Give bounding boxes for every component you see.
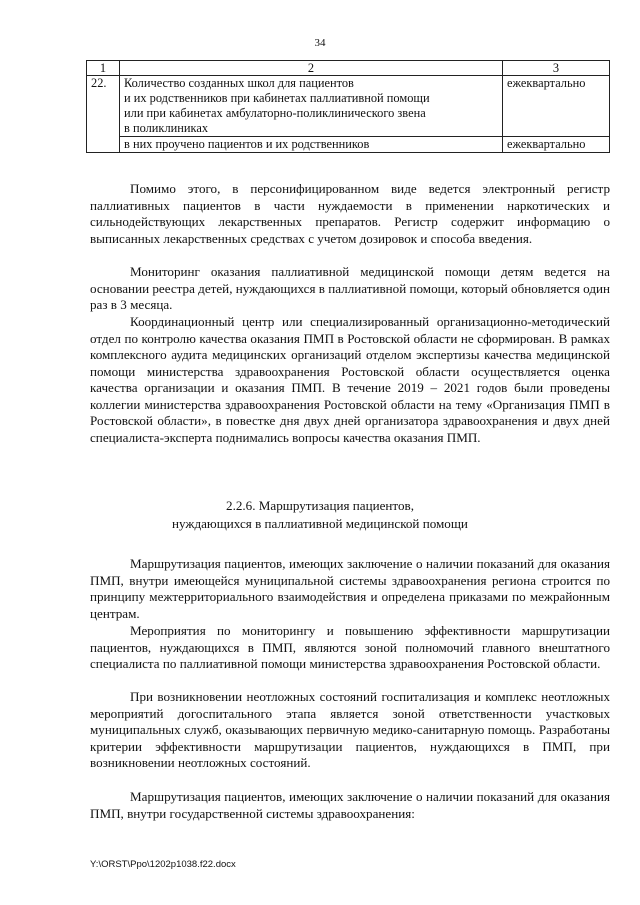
table-row <box>87 76 610 137</box>
table-header-row <box>87 61 610 76</box>
table-row <box>87 137 610 153</box>
paragraph: При возникновении неотложных состояний госпитализация и комплекс неотложных мероприятий догоспитального этапа является зоной ответственности участковых муниципальных служб, оказывающих первичную медико-санитарную помощь. Разработаны критерии эффективности маршрутизации пациентов, нуждающихся в ПМП, при возникновении неотложных состояний. <box>90 689 610 770</box>
paragraph: Маршрутизация пациентов, имеющих заключение о наличии показаний для оказания ПМП, внутри государственной системы здравоохранения: <box>90 789 610 821</box>
period-cell: ежеквартально <box>503 137 610 153</box>
indicator-line: и их родственников при кабинетах паллиативной помощи <box>124 91 430 105</box>
table-header-cell: 3 <box>503 61 610 76</box>
table-header-cell: 1 <box>87 61 120 76</box>
indicator-line: Количество созданных школ для пациентов <box>124 76 354 90</box>
indicator-cell <box>120 137 503 153</box>
indicator-line: в них проучено пациентов и их родственников <box>124 137 370 151</box>
indicator-table <box>86 60 610 153</box>
row-number-cell: 22. <box>87 76 120 153</box>
table-header-cell: 2 <box>120 61 503 76</box>
page-number: 34 <box>314 37 326 49</box>
indicator-cell <box>120 76 503 137</box>
paragraph: Координационный центр или специализированный организационно-методический отдел по контролю качества оказания ПМП в Ростовской области не сформирован. В рамках комплексного аудита медицинских организаций отделом экспертизы качества медицинской помощи министерства здравоохранения Ростовской области осуществляется оценка качества организации и оказания ПМП. В течение 2019 – 2021 годов были проведены коллегии министерства здравоохранения Ростовской области на тему «Организация ПМП в Ростовской области», в повестке дня двух дней организатора здравоохранения и двух дней специалиста-эксперта поднимались вопросы качества оказания ПМП. <box>90 314 610 445</box>
paragraph: Маршрутизация пациентов, имеющих заключение о наличии показаний для оказания ПМП, внутри имеющейся муниципальной системы здравоохранения региона строится по принципу межтерриториального взаимодействия и определена приказами по межрайонным центрам. <box>90 556 610 621</box>
section-heading-line2: нуждающихся в паллиативной медицинской помощи <box>172 516 468 531</box>
indicator-line: или при кабинетах амбулаторно-поликлинического звена <box>124 106 426 120</box>
paragraph: Помимо этого, в персонифицированном виде ведется электронный регистр паллиативных пациентов в части нуждаемости в применении наркотических и сильнодействующих лекарственных препаратов. Регистр содержит информацию о выписанных лекарственных средствах с учетом дозировок и способа введения. <box>90 181 610 246</box>
section-heading-line1: 2.2.6. Маршрутизация пациентов, <box>226 498 414 513</box>
paragraph: Мероприятия по мониторингу и повышению эффективности маршрутизации пациентов, нуждающихся в ПМП, являются зоной полномочий главного внештатного специалиста по паллиативной помощи министерства здравоохранения Ростовской области. <box>90 623 610 671</box>
indicator-line: в поликлиниках <box>124 121 209 135</box>
file-path-footer: Y:\ORST\Ppo\1202p1038.f22.docx <box>90 859 236 870</box>
period-cell: ежеквартально <box>503 76 610 137</box>
paragraph: Мониторинг оказания паллиативной медицинской помощи детям ведется на основании реестра детей, нуждающихся в паллиативной помощи, который обновляется один раз в 3 месяца. <box>90 264 611 312</box>
